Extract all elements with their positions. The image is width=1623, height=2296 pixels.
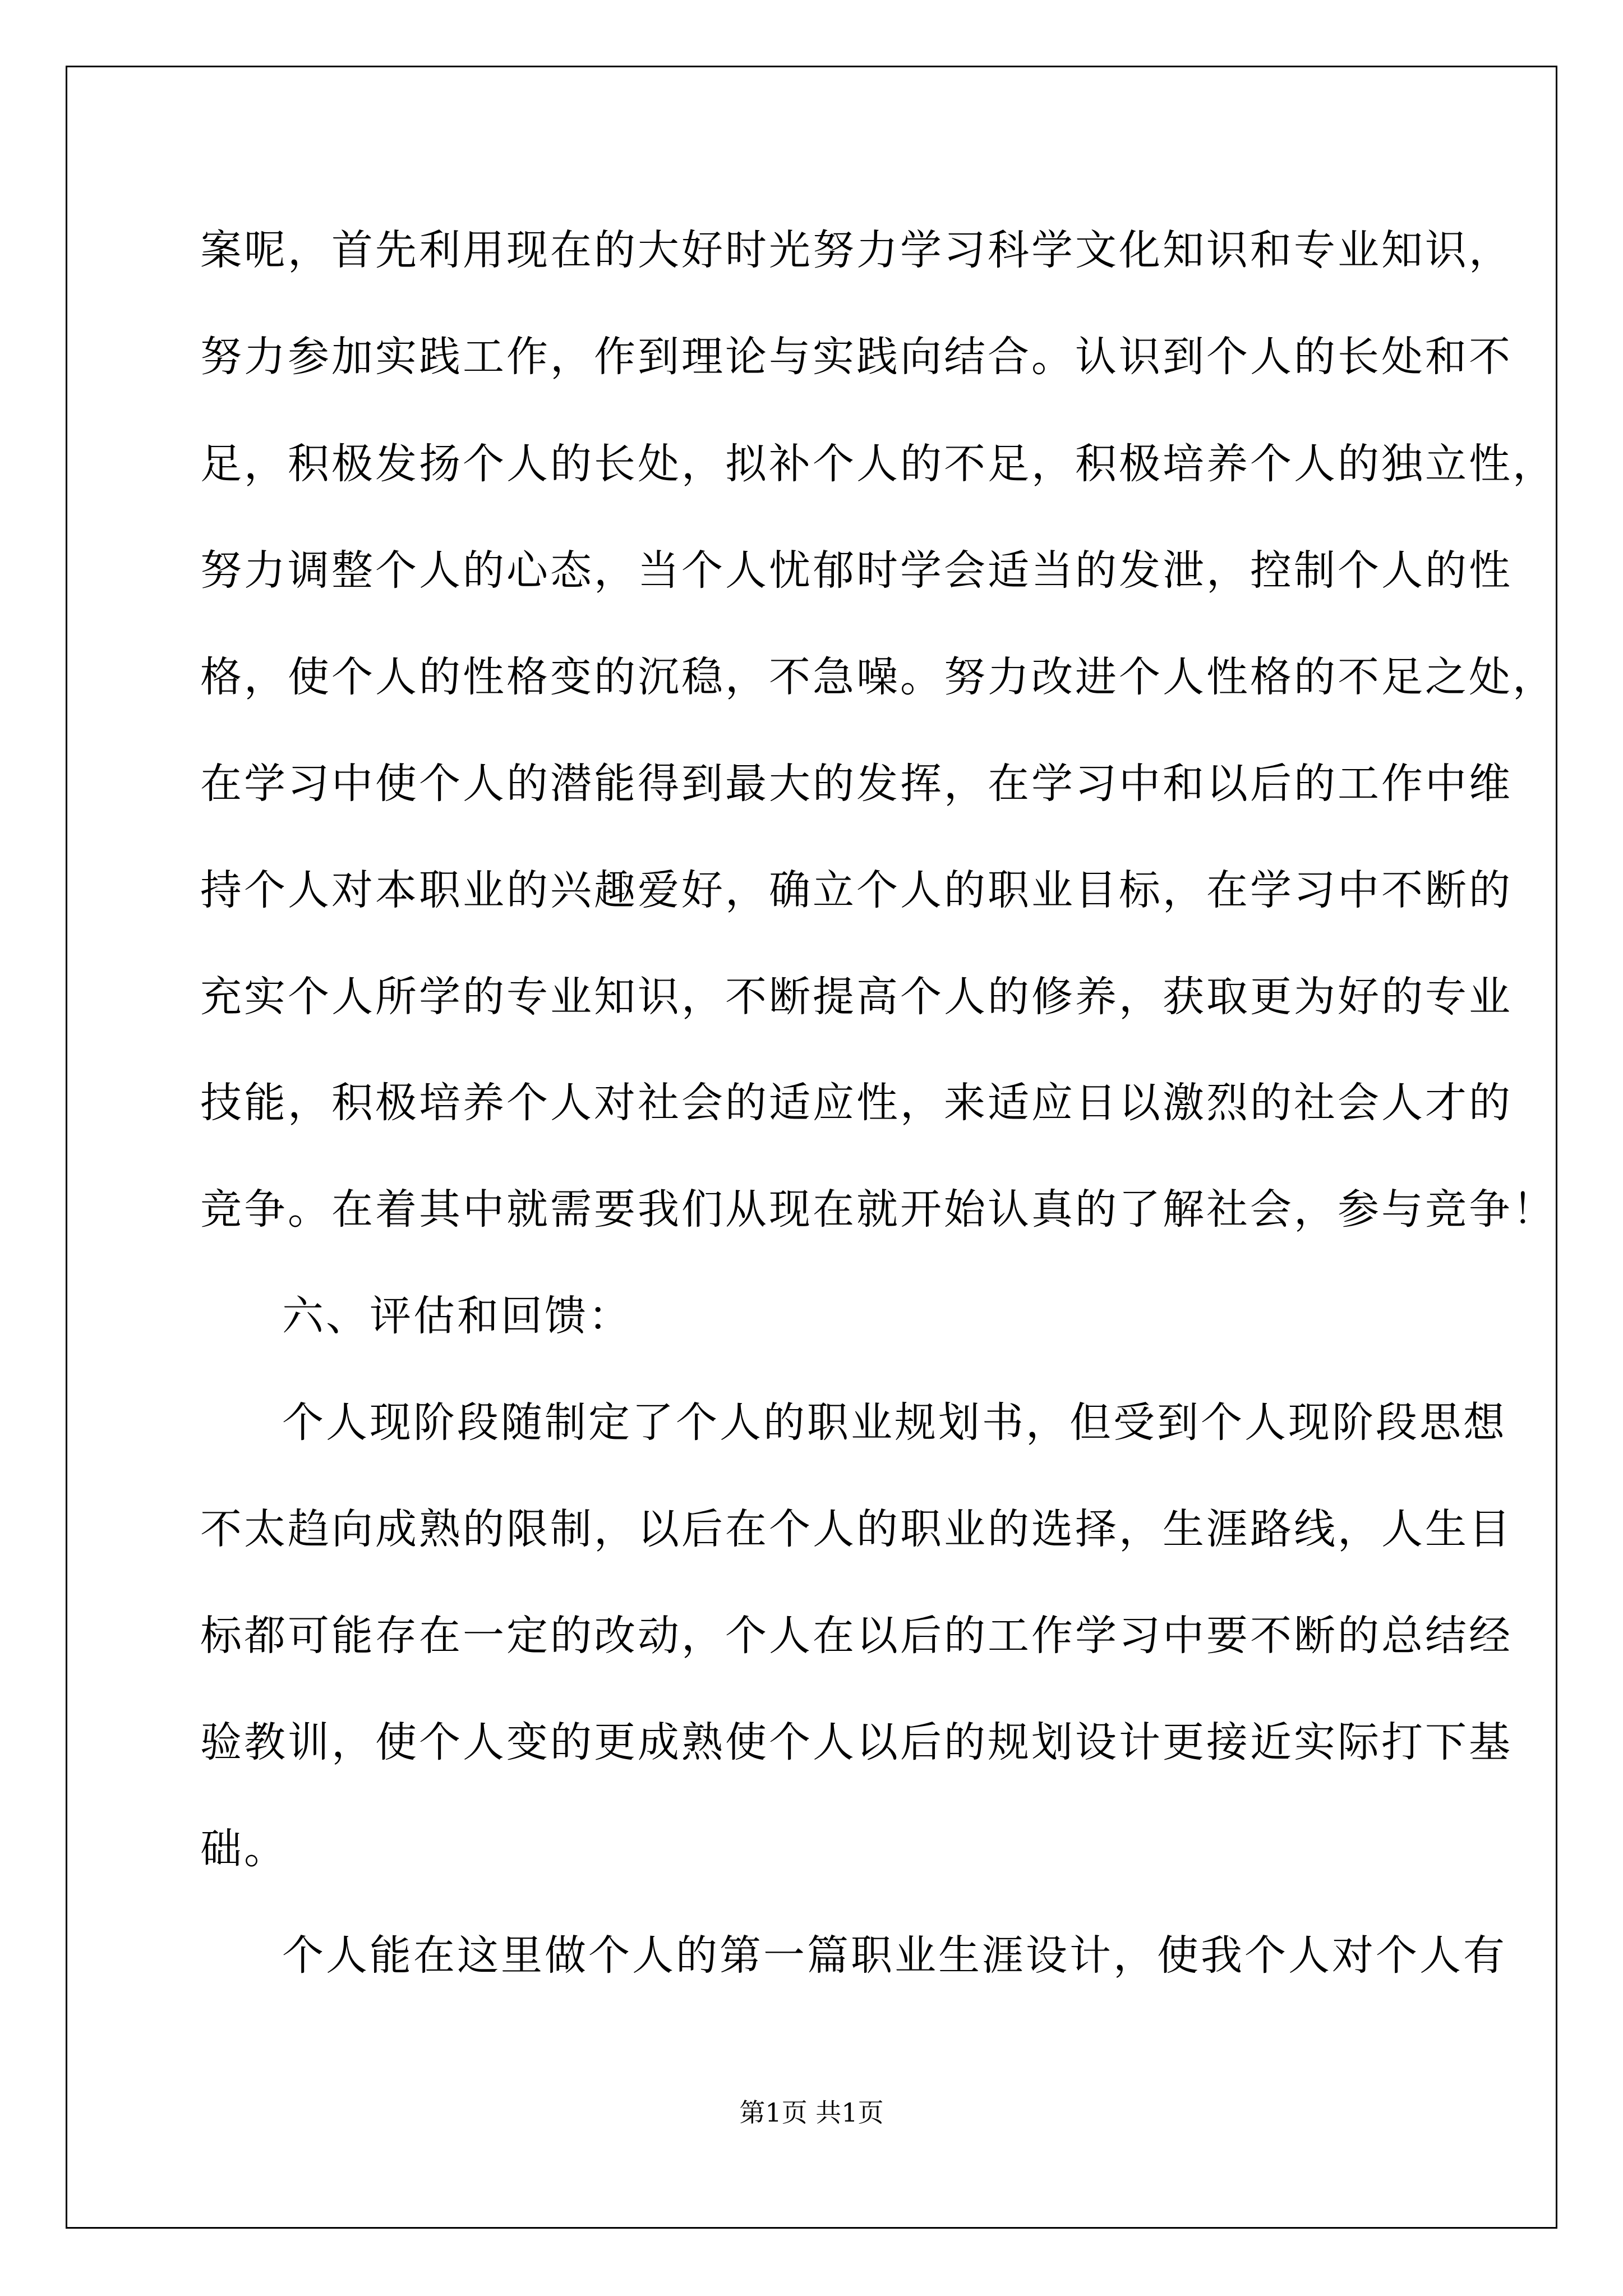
text-line: 努力调整个人的心态，当个人忧郁时学会适当的发泄，控制个人的性	[200, 546, 1513, 595]
text-line: 不太趋向成熟的限制，以后在个人的职业的选择，生涯路线，人生目	[200, 1505, 1513, 1553]
text-line: 足，积极发扬个人的长处，拟补个人的不足，积极培养个人的独立性，	[200, 440, 1556, 488]
text-line: 个人能在这里做个人的第一篇职业生涯设计，使我个人对个人有	[282, 1931, 1507, 1980]
text-line: 在学习中使个人的潜能得到最大的发挥，在学习中和以后的工作中维	[200, 760, 1513, 808]
text-line: 竞争。在着其中就需要我们从现在就开始认真的了解社会，参与竞争！	[200, 1185, 1556, 1234]
text-line: 础。	[200, 1825, 288, 1873]
text-line: 努力参加实践工作，作到理论与实践向结合。认识到个人的长处和不	[200, 333, 1513, 381]
text-line: 持个人对本职业的兴趣爱好，确立个人的职业目标，在学习中不断的	[200, 866, 1513, 914]
section-heading: 六、评估和回馈：	[282, 1292, 632, 1340]
text-line: 验教训，使个人变的更成熟使个人以后的规划设计更接近实际打下基	[200, 1718, 1513, 1766]
text-line: 案呢，首先利用现在的大好时光努力学习科学文化知识和专业知识，	[200, 226, 1513, 274]
text-line: 格，使个人的性格变的沉稳，不急噪。努力改进个人性格的不足之处，	[200, 653, 1556, 701]
text-line: 充实个人所学的专业知识，不断提高个人的修养，获取更为好的专业	[200, 973, 1513, 1021]
text-line: 技能，积极培养个人对社会的适应性，来适应日以激烈的社会人才的	[200, 1079, 1513, 1127]
text-line: 标都可能存在一定的改动，个人在以后的工作学习中要不断的总结经	[200, 1612, 1513, 1660]
page-footer: 第1页 共1页	[739, 2097, 884, 2128]
text-line: 个人现阶段随制定了个人的职业规划书，但受到个人现阶段思想	[282, 1398, 1507, 1447]
